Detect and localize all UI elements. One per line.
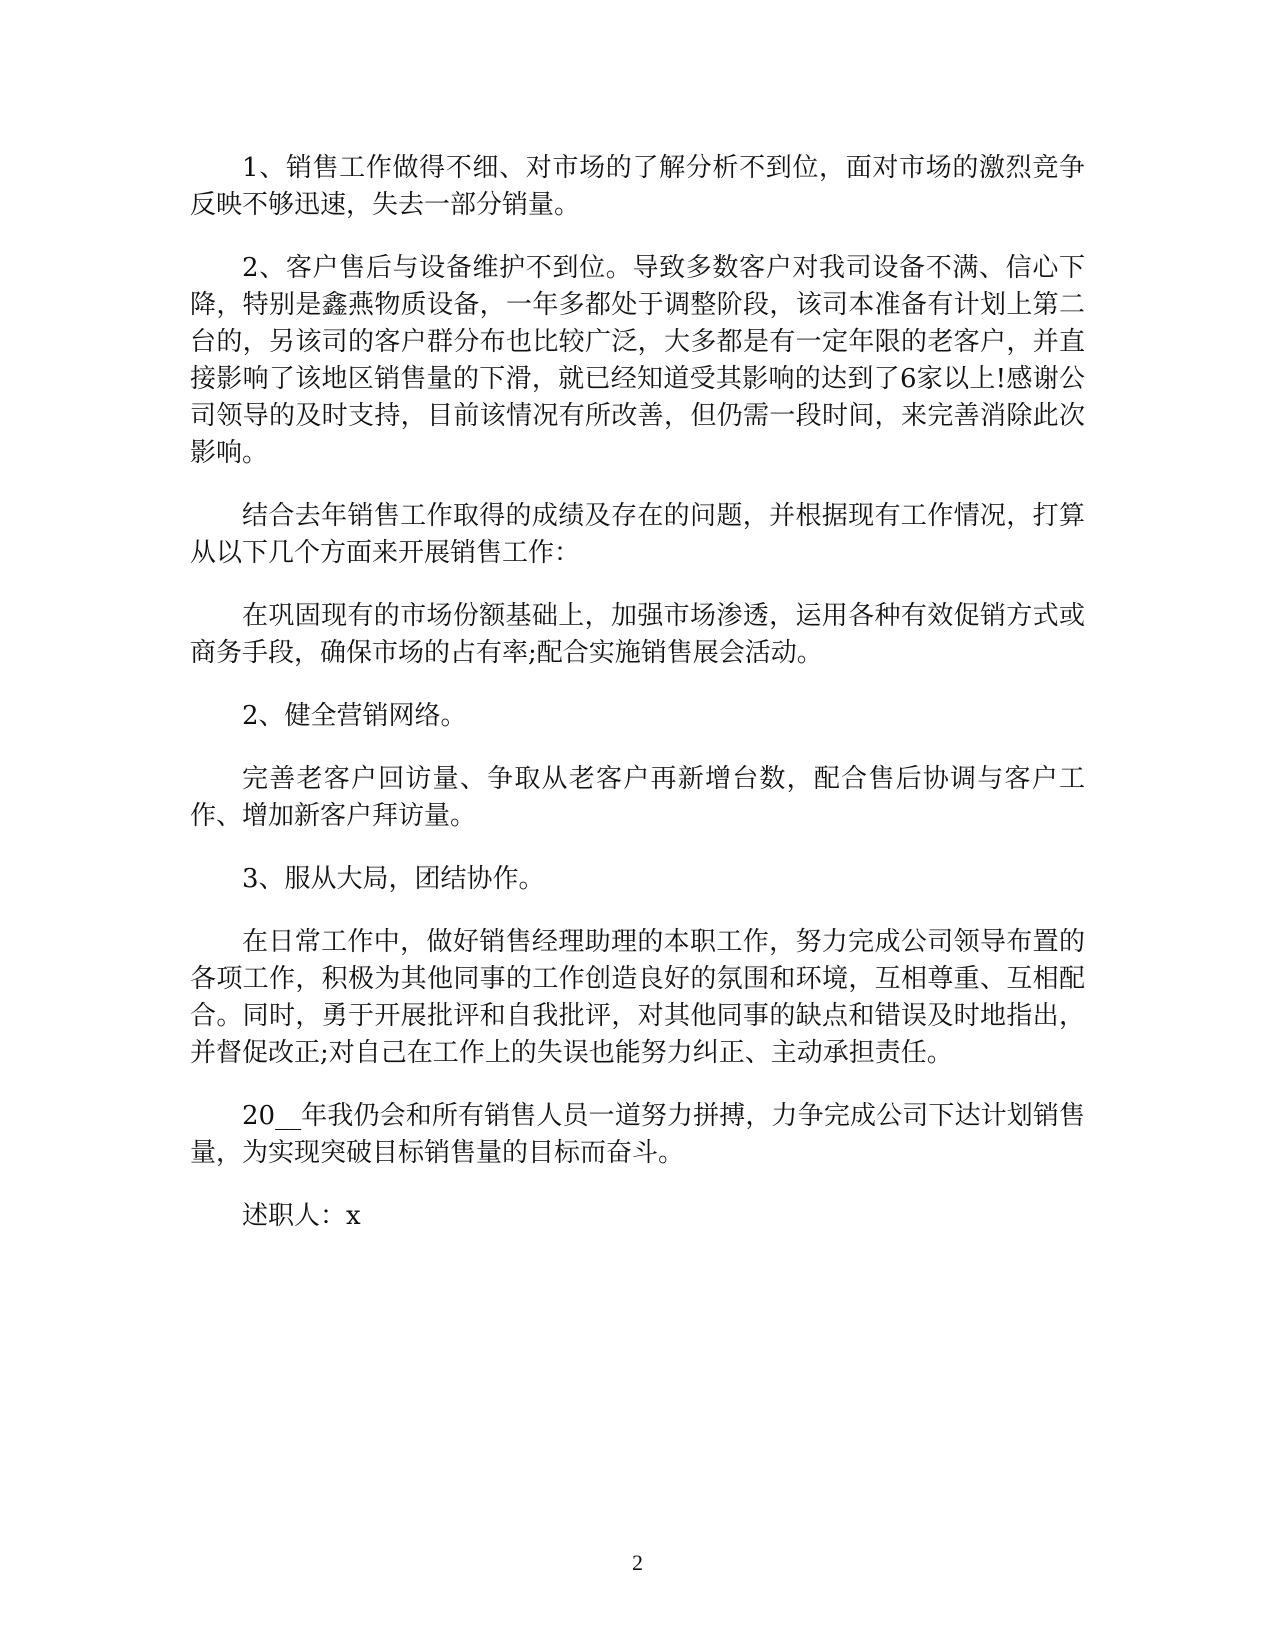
document-body xyxy=(190,150,1085,1261)
page-number: 2 xyxy=(632,1550,643,1575)
paragraph-customer-visits: 完善老客户回访量、争取从老客户再新增台数，配合售后协调与客户工作、增加新客户拜访量。 xyxy=(190,764,1085,831)
paragraph-signature: 述职人：x xyxy=(242,1201,361,1231)
paragraph-heading-sales-network: 2、健全营销网络。 xyxy=(242,701,467,731)
paragraph-after-sales-issues: 2、客户售后与设备维护不到位。导致多数客户对我司设备不满、信心下降，特别是鑫燕物质设备，一年多都处于调整阶段，该司本准备有计划上第二台的，另该司的客户群分布也比较广泛，大多都是有一定年限的老客户，并直接影响了该地区销售量的下滑，就已经知道受其影响的达到了6家以上!感谢公司领导的及时支持，目前该情况有所改善，但仍需一段时间，来完善消除此次影响。 xyxy=(190,253,1085,468)
paragraph-heading-teamwork: 3、服从大局，团结协作。 xyxy=(242,864,545,894)
paragraph-daily-work: 在日常工作中，做好销售经理助理的本职工作，努力完成公司领导布置的各项工作，积极为其他同事的工作创造良好的氛围和环境，互相尊重、互相配合。同时，勇于开展批评和自我批评，对其他同事的缺点和错误及时地指出，并督促改正;对自己在工作上的失误也能努力纠正、主动承担责任。 xyxy=(190,927,1085,1068)
paragraph-market-penetration: 在巩固现有的市场份额基础上，加强市场渗透，运用各种有效促销方式或商务手段，确保市场的占有率;配合实施销售展会活动。 xyxy=(190,601,1085,668)
paragraph-sales-shortcomings: 1、销售工作做得不细、对市场的了解分析不到位，面对市场的激烈竞争反映不够迅速，失去一部分销量。 xyxy=(190,153,1085,220)
paragraph-work-plan-intro: 结合去年销售工作取得的成绩及存在的问题，并根据现有工作情况，打算从以下几个方面来开展销售工作： xyxy=(190,501,1085,568)
paragraph-year-goal: 20__年我仍会和所有销售人员一道努力拼搏，力争完成公司下达计划销售量，为实现突破目标销售量的目标而奋斗。 xyxy=(190,1101,1085,1168)
